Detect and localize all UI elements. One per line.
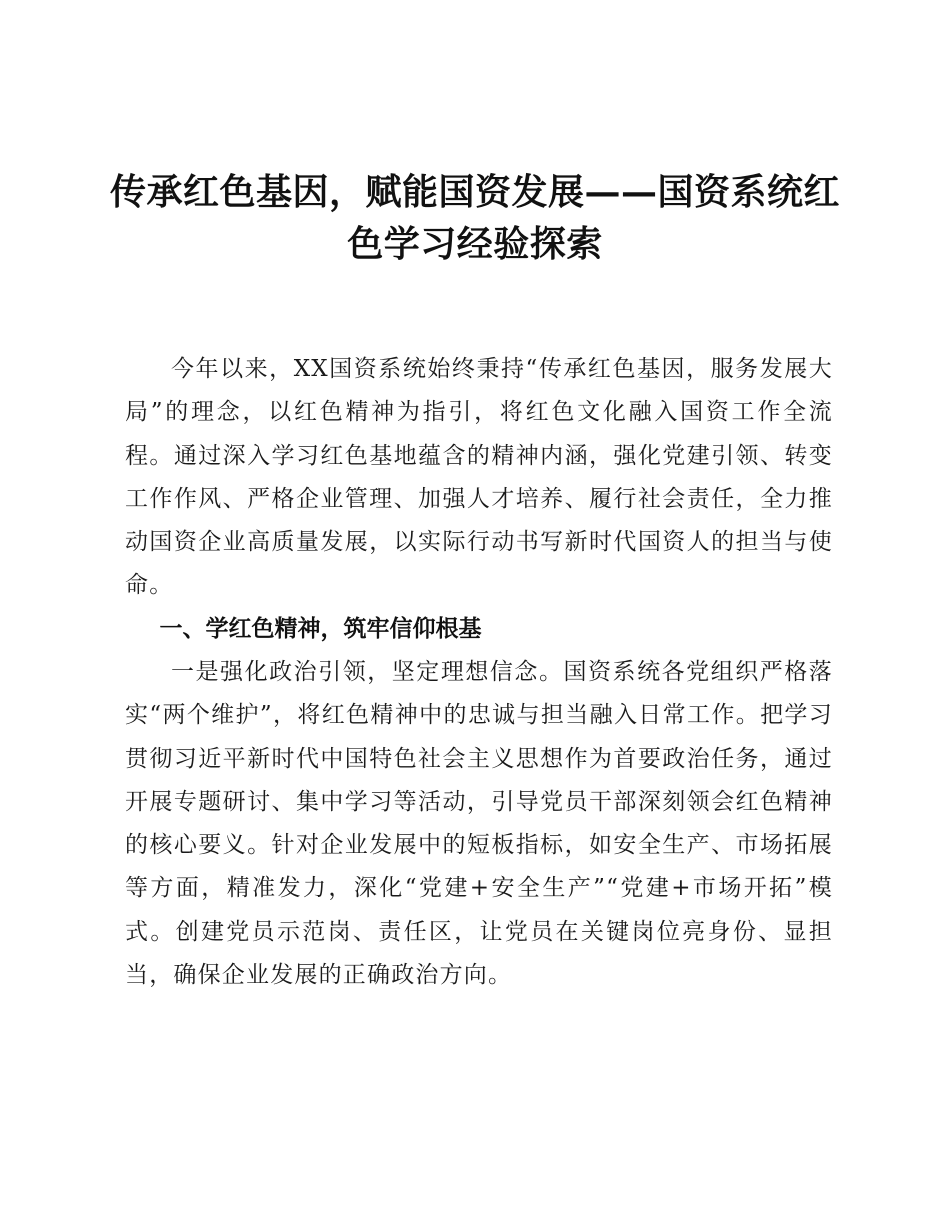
intro-paragraph: 今年以来，XX国资系统始终秉持“传承红色基因，服务发展大局”的理念，以红色精神为指引，将红色文化融入国资工作全流程。通过深入学习红色基地蕴含的精神内涵，强化党建引领、转变工作作风、严格企业管理、加强人才培养、履行社会责任，全力推动国资企业高质量发展，以实际行动书写新时代国资人的担当与使命。 <box>125 356 833 599</box>
section-paragraph: 一是强化政治引领，坚定理想信念。国资系统各党组织严格落实“两个维护”，将红色精神中的忠诚与担当融入日常工作。把学习贯彻习近平新时代中国特色社会主义思想作为首要政治任务，通过开展专题研讨、集中学习等活动，引导党员干部深刻领会红色精神的核心要义。针对企业发展中的短板指标，如安全生产、市场拓展等方面，精准发力，深化“党建+安全生产”“党建+市场开拓”模式。创建党员示范岗、责任区，让党员在关键岗位亮身份、显担当，确保企业发展的正确政治方向。 <box>125 659 833 989</box>
document-title: 传承红色基因，赋能国资发展——国资系统红色学习经验探索 <box>110 171 841 265</box>
section-heading: 一、学红色精神，筑牢信仰根基 <box>159 616 482 642</box>
